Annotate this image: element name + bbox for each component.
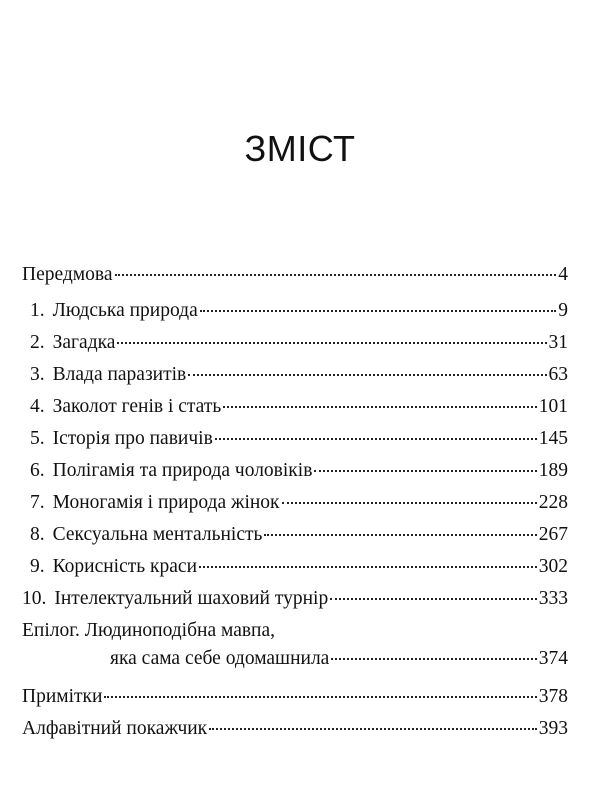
leader-dots [117, 342, 546, 344]
toc-entry-chapter-8 [30, 522, 568, 548]
toc-entry-chapter-5 [30, 426, 568, 452]
toc-entry-chapter-4 [30, 394, 568, 420]
toc-entry-label: Примітки [22, 686, 103, 707]
chapter-number: 4. [30, 396, 45, 417]
toc-entry-label: Загадка [52, 332, 116, 353]
toc-entry-preface [22, 262, 568, 288]
toc-entry-notes [22, 684, 568, 710]
toc-entry-epilogue-line1: Епілог. Людиноподібна мавпа, [22, 620, 276, 641]
toc-entry-chapter-3 [30, 362, 568, 388]
toc-page-number: 63 [548, 364, 568, 385]
toc-entry-label: Сексуальна ментальність [52, 524, 263, 545]
leader-dots [314, 470, 536, 472]
chapter-number: 7. [30, 492, 45, 513]
toc-entry-chapter-2 [30, 330, 568, 356]
toc-entry-chapter-10 [22, 586, 568, 612]
chapter-number: 6. [30, 460, 45, 481]
toc-entry-chapter-9 [30, 554, 568, 580]
toc-entry-epilogue [110, 646, 568, 672]
page-title: ЗМІСТ [244, 128, 356, 169]
leader-dots [104, 696, 536, 698]
toc-page-number: 101 [538, 396, 568, 417]
toc-page-number: 189 [538, 460, 568, 481]
toc-entry-chapter-7 [30, 490, 568, 516]
chapter-number: 10. [22, 588, 47, 609]
toc-entry-index [22, 716, 568, 742]
toc-page-number: 393 [538, 718, 568, 739]
leader-dots [331, 658, 536, 660]
leader-dots [215, 438, 537, 440]
leader-dots [188, 374, 546, 376]
toc-entry-label: Інтелектуальний шаховий турнір [54, 588, 329, 609]
chapter-number: 1. [30, 300, 45, 321]
toc-page-number: 302 [538, 556, 568, 577]
toc-page-number: 378 [538, 686, 568, 707]
toc-entry-label: Людська природа [52, 300, 198, 321]
leader-dots [209, 728, 537, 730]
leader-dots [330, 598, 537, 600]
toc-entry-label: Моногамія і природа жінок [52, 492, 280, 513]
toc-entry-label: Корисність краси [52, 556, 198, 577]
chapter-number: 2. [30, 332, 45, 353]
toc-entry-chapter-6 [30, 458, 568, 484]
toc-entry-label: Передмова [22, 264, 113, 285]
chapter-number: 9. [30, 556, 45, 577]
toc-entry-label: Полігамія та природа чоловіків [52, 460, 313, 481]
leader-dots [223, 406, 536, 408]
toc-page-number: 145 [538, 428, 568, 449]
toc-page-number: 9 [558, 300, 568, 321]
toc-entry-label: Влада паразитів [52, 364, 187, 385]
leader-dots [199, 566, 537, 568]
chapter-number: 5. [30, 428, 45, 449]
toc-entry-label: Історія про павичів [52, 428, 213, 449]
leader-dots [264, 534, 536, 536]
toc-page-number: 31 [548, 332, 568, 353]
leader-dots [282, 502, 537, 504]
leader-dots [115, 274, 557, 276]
toc-entry-label: Заколот генів і стать [52, 396, 222, 417]
toc-entry-label: Алфавітний покажчик [22, 718, 208, 739]
toc-page-number: 374 [538, 648, 568, 669]
leader-dots [200, 310, 557, 312]
toc-entry-label: яка сама себе одомашнила [110, 648, 330, 669]
toc-page-number: 4 [558, 264, 568, 285]
chapter-number: 8. [30, 524, 45, 545]
toc-page-number: 333 [538, 588, 568, 609]
chapter-number: 3. [30, 364, 45, 385]
toc-page-number: 267 [538, 524, 568, 545]
toc-page-number: 228 [538, 492, 568, 513]
toc-entry-chapter-1 [30, 298, 568, 324]
